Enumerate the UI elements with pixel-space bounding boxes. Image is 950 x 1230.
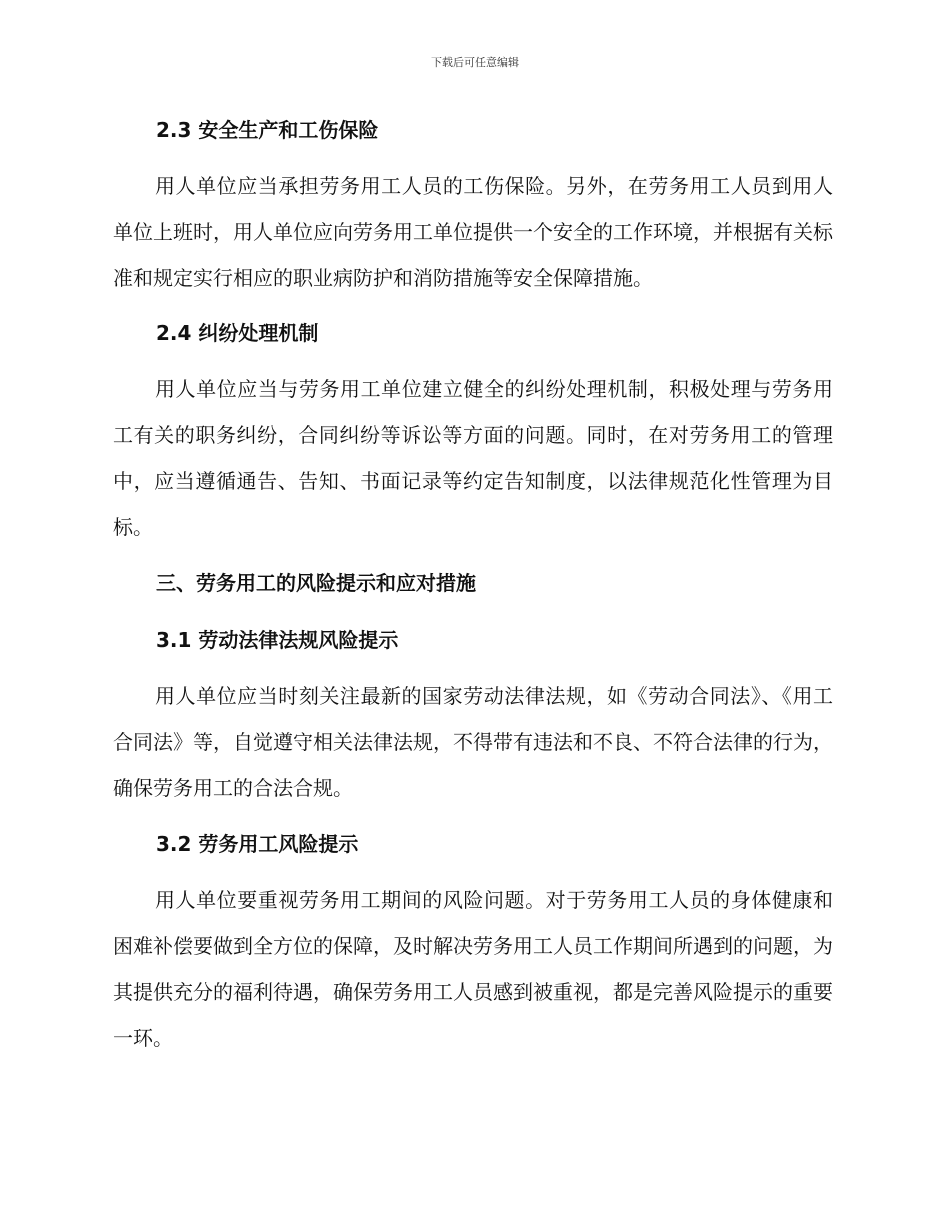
section-paragraph-3-2 [113,877,833,1061]
section-paragraph-3-1 [113,673,833,811]
page-header-note: 下载后可任意编辑 [431,56,519,69]
section-heading-2-3: 2.3 安全生产和工伤保险 [156,118,379,142]
paragraph-text: 用人单位要重视劳务用工期间的风险问题。对于劳务用工人员的身体健康和困难补偿要做到全方位的保障，及时解决劳务用工人员工作期间所遇到的问题，为其提供充分的福利待遇，确保劳务用工人员感到被重视，都是完善风险提示的重要一环。 [113,888,833,1050]
section-heading-3-2: 3.2 劳务用工风险提示 [156,832,359,856]
chapter-heading-3: 三、劳务用工的风险提示和应对措施 [156,571,476,595]
paragraph-text: 用人单位应当时刻关注最新的国家劳动法律法规，如《劳动合同法》、《用工合同法》等，自觉遵守相关法律法规，不得带有违法和不良、不符合法律的行为，确保劳务用工的合法合规。 [113,684,833,800]
paragraph-text: 用人单位应当承担劳务用工人员的工伤保险。另外，在劳务用工人员到用人单位上班时，用人单位应向劳务用工单位提供一个安全的工作环境，并根据有关标准和规定实行相应的职业病防护和消防措施等安全保障措施。 [113,174,833,290]
section-heading-2-4: 2.4 纠纷处理机制 [156,321,319,345]
section-paragraph-2-3 [113,163,833,301]
paragraph-text: 用人单位应当与劳务用工单位建立健全的纠纷处理机制，积极处理与劳务用工有关的职务纠纷，合同纠纷等诉讼等方面的问题。同时，在对劳务用工的管理中，应当遵循通告、告知、书面记录等约定告知制度，以法律规范化性管理为目标。 [113,377,833,539]
section-paragraph-2-4 [113,366,833,550]
section-heading-3-1: 3.1 劳动法律法规风险提示 [156,628,399,652]
